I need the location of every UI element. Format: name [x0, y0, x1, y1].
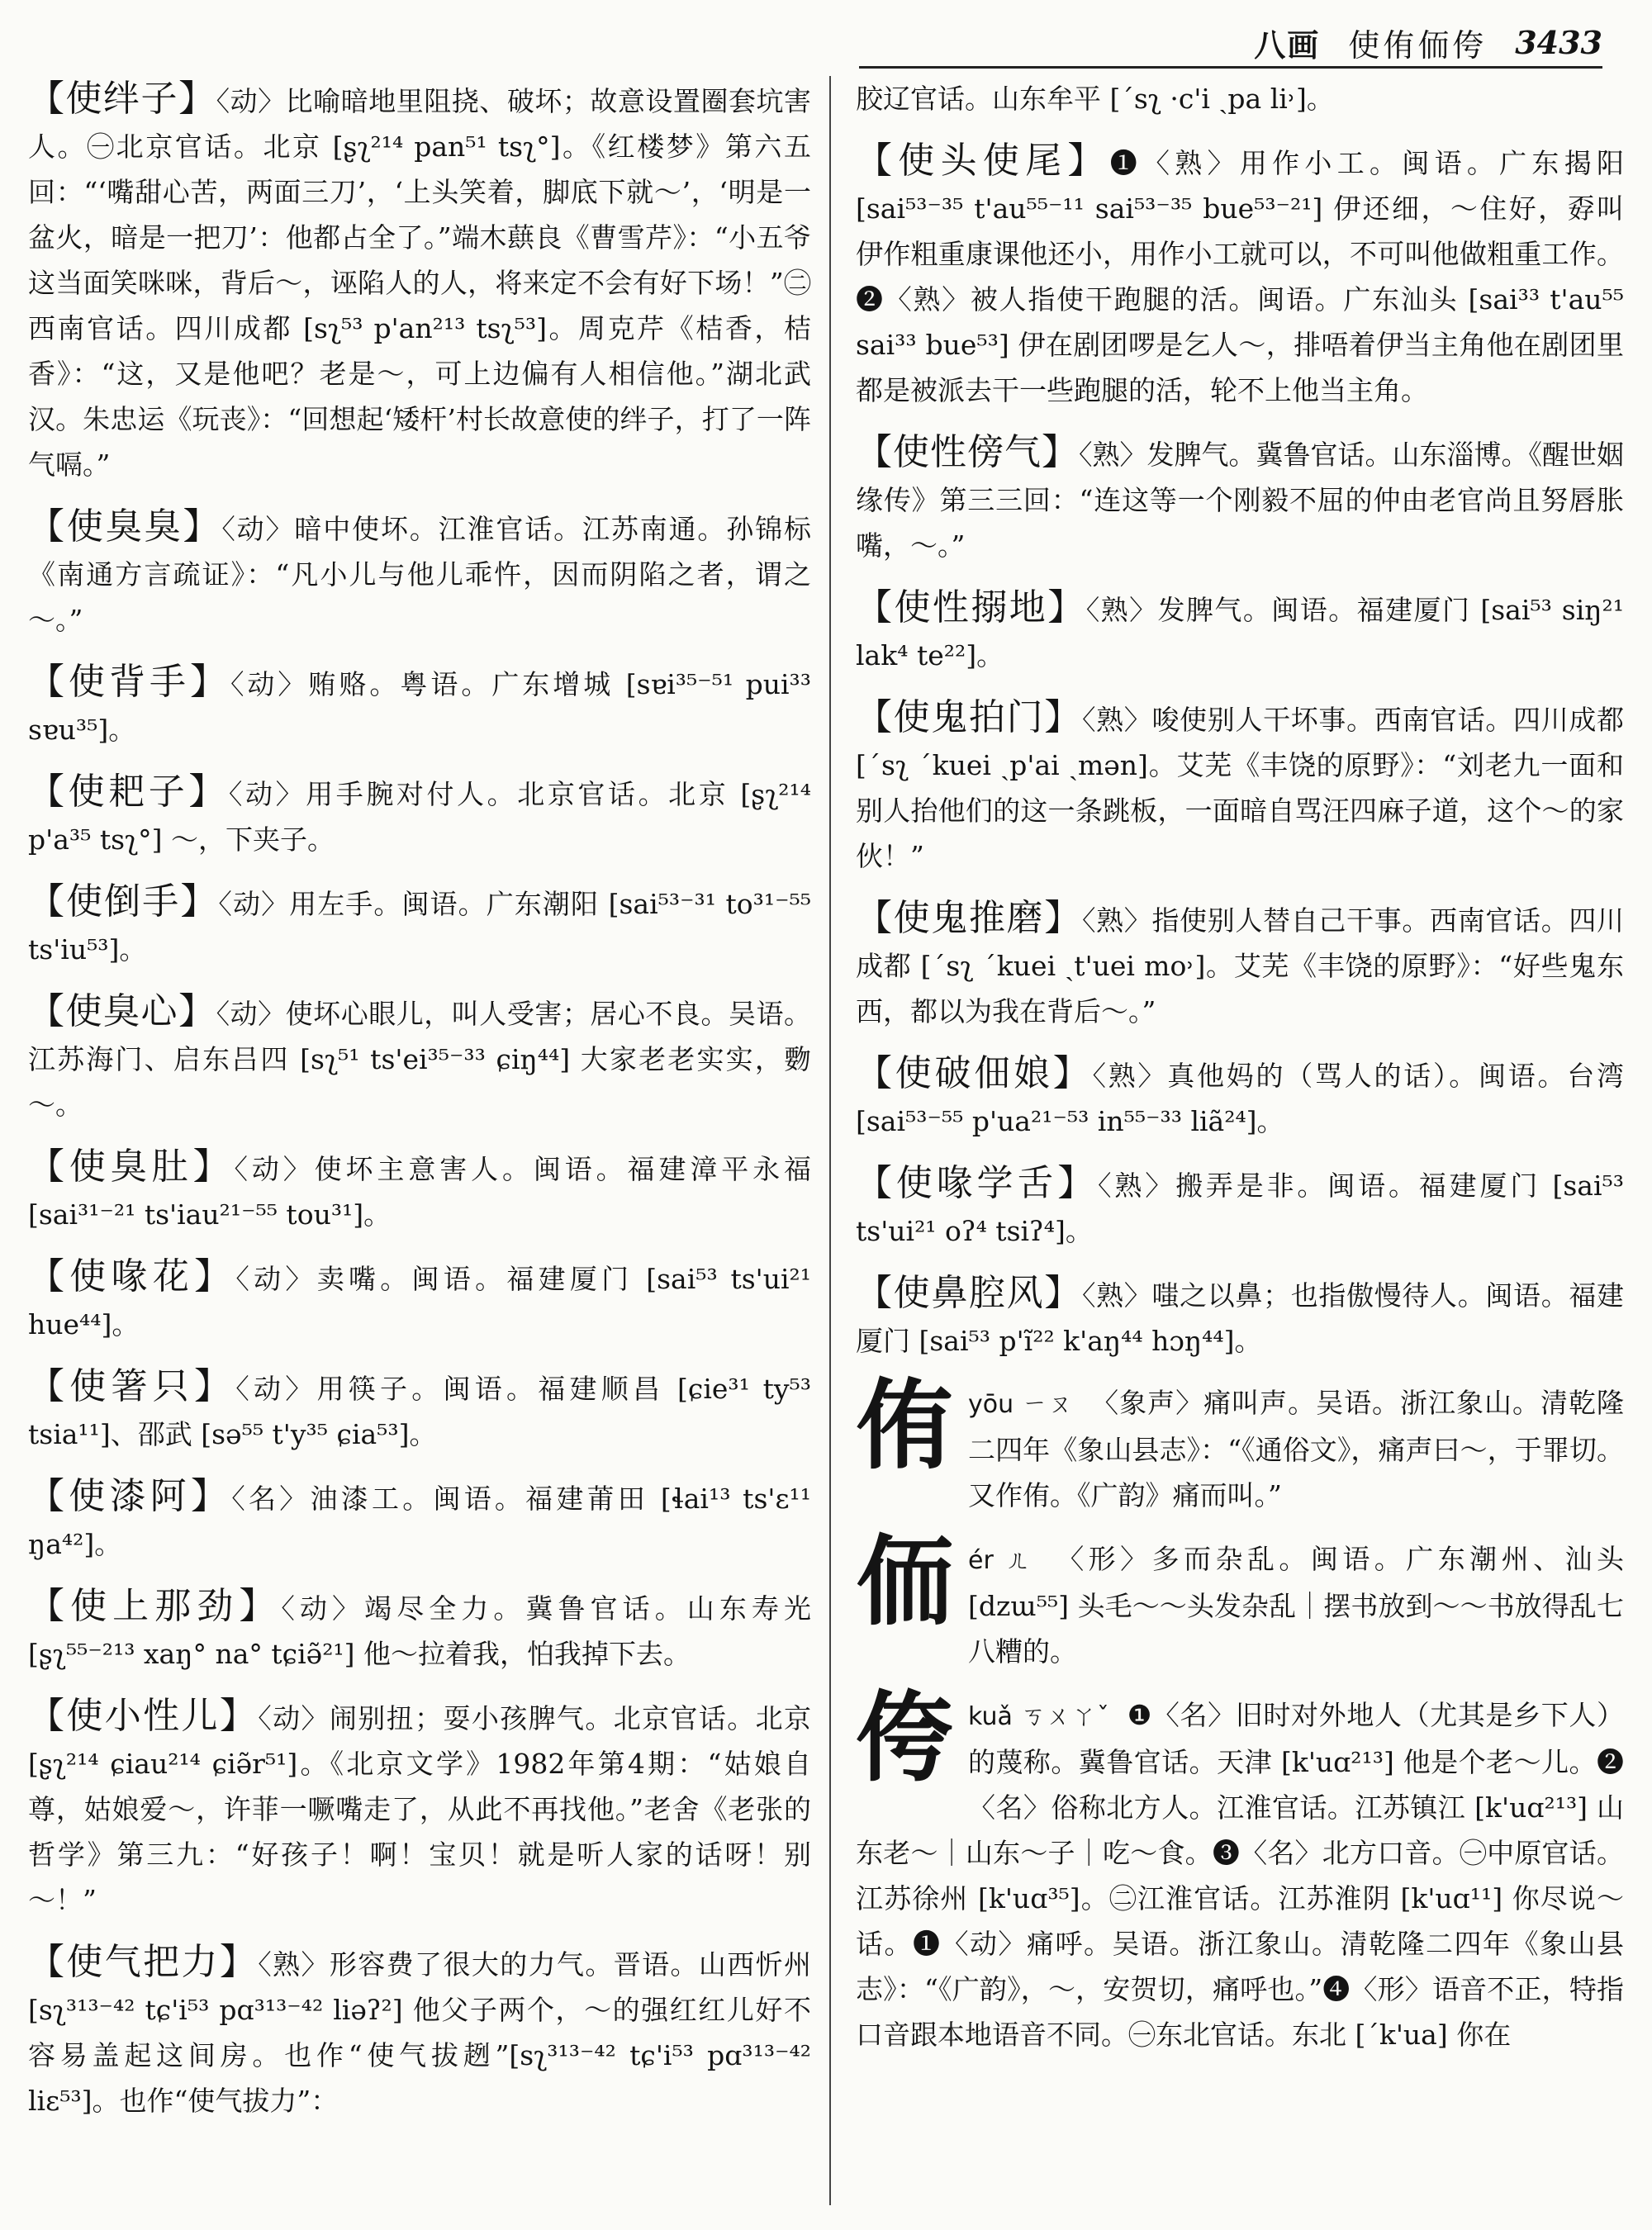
section-label: 八画: [1254, 26, 1321, 64]
entry-text: 〈动〉用手腕对付人。北京官话。北京 [ʂʅ²¹⁴ p'a³⁵ tsʅ°] ～，下夹子。: [28, 778, 811, 856]
pronunciation: kuǎ ㄎㄨㄚˇ: [968, 1702, 1110, 1731]
pronunciation: ér ㄦ: [968, 1546, 1036, 1575]
running-header: [859, 18, 1602, 69]
headword: 【使鼻腔风】: [856, 1272, 1082, 1314]
headword: 【使倒手】: [28, 880, 219, 923]
continued-text: 胶辽官话。山东牟平 [ˊsʅ ·c'i ˏpa li˒]。: [856, 83, 1334, 115]
header-characters: 使侑侕侉: [1348, 26, 1488, 64]
dictionary-entry: [28, 76, 811, 487]
headword: 【使绊子】: [28, 78, 216, 120]
dictionary-entry: [856, 1051, 1624, 1144]
entry-text: ❶〈熟〉用作小工。闽语。广东揭阳 [sai⁵³⁻³⁵ t'au⁵⁵⁻¹¹ sai⁵³⁻³⁵ bue⁵³⁻²¹] 伊还细，～住好，孬叫伊作粗重康课他还小，用作小工就可以，不可叫他做粗重工作。❷〈熟〉被人指使干跑腿的活。闽语。广东汕头 [sai³³ t'au⁵⁵ sai³³ bue⁵³] 伊在剧团啰是乞人～，排唔着伊当主角他在剧团里都是被派去干一些跑腿的活，轮不上他当主角。: [856, 147, 1624, 406]
headword: 【使小性儿】: [28, 1695, 259, 1737]
entry-text: 〈熟〉唆使别人干坏事。西南官话。四川成都 [ˊsʅ ˊkuei ˏp'ai ˏmən]。艾芜《丰饶的原野》：“刘老九一面和别人抬他们的这一条跳板，一面暗自骂汪四麻子道，这个～的家伙！”: [856, 704, 1624, 872]
dictionary-entry: [856, 695, 1624, 879]
entry-text: 〈熟〉发脾气。冀鲁官话。山东淄博。《醒世姻缘传》第三三回：“连这等一个刚毅不屈的仲由老官尚且努唇胀嘴，～。”: [856, 439, 1624, 562]
dictionary-entry: [28, 989, 811, 1127]
dictionary-entry: [856, 1160, 1624, 1254]
head-character: 侑: [856, 1368, 954, 1483]
dictionary-entry: [856, 1270, 1624, 1364]
right-column: [856, 76, 1624, 2222]
entry-text: 〈动〉比喻暗地里阻挠、破坏；故意设置圈套坑害人。㊀北京官话。北京 [ʂʅ²¹⁴ pan⁵¹ tsʅ°]。《红楼梦》第六五回：“‘嘴甜心苦，两面三刀’，‘上头笑着，脚底下就～’，‘明是一盆火，暗是一把刀’：他都占全了。”端木蕻良《曹雪芹》：“小五爷这当面笑咪咪，背后～，诬陷人的人，将来定不会有好下场！”㊁西南官话。四川成都 [sʅ⁵³ p'an²¹³ tsʅ⁵³]。周克芹《桔香，桔香》：“这，又是他吧？老是～，可上边偏有人相信他。”湖北武汉。朱忠运《玩丧》：“回想起‘矮杆’村长故意使的绊子，打了一阵气嗝。”: [28, 85, 811, 481]
entry-text: 〈动〉暗中使坏。江淮官话。江苏南通。孙锦标《南通方言疏证》：“凡小儿与他儿乖忤，因而阴陷之者，谓之～。”: [28, 513, 811, 636]
character-entry: [856, 1368, 1624, 1518]
entry-text: 〈动〉使坏心眼儿，叫人受害；居心不良。吴语。江苏海门、启东吕四 [sʅ⁵¹ ts'ei³⁵⁻³³ ɕiŋ⁴⁴] 大家老老实实，覅～。: [28, 998, 811, 1121]
dictionary-entry: [28, 1693, 811, 1923]
headword: 【使鬼拍门】: [856, 696, 1082, 738]
headword: 【使破佃娘】: [856, 1052, 1093, 1094]
dictionary-entry: [28, 504, 811, 643]
left-column: [28, 76, 811, 2222]
entry-text: 〈熟〉指使别人替自己干事。西南官话。四川成都 [ˊsʅ ˊkuei ˏt'uei mo˒]。艾芜《丰饶的原野》：“好些鬼东西，都以为我在背后～。”: [856, 904, 1624, 1027]
entry-text: 〈动〉卖嘴。闽语。福建厦门 [sai⁵³ ts'ui²¹ hue⁴⁴]。: [28, 1263, 811, 1340]
dictionary-entry: [28, 1583, 811, 1677]
headword: 【使臭臭】: [28, 505, 222, 548]
page-number: 3433: [1515, 23, 1602, 61]
character-entry: [856, 1680, 1624, 2057]
headword: 【使喙学舌】: [856, 1162, 1099, 1204]
headword: 【使耙子】: [28, 771, 229, 813]
dictionary-entry: [28, 769, 811, 862]
headword: 【使上那劲】: [28, 1585, 282, 1627]
entry-text: 〈形〉多而杂乱。闽语。广东潮州、汕头 [dzɯ⁵⁵] 头毛～～头发杂乱｜摆书放到～～书放得乱七八糟的。: [968, 1543, 1624, 1668]
dictionary-entry: [856, 585, 1624, 678]
dictionary-entry: [856, 895, 1624, 1034]
pronunciation: yōu ㄧㄡ: [968, 1390, 1074, 1419]
headword: 【使臭肚】: [28, 1146, 235, 1188]
headword: 【使性搦地】: [856, 586, 1086, 629]
entry-text: 〈动〉用左手。闽语。广东潮阳 [sai⁵³⁻³¹ to³¹⁻⁵⁵ ts'iu⁵³]。: [28, 888, 811, 966]
headword: 【使箸只】: [28, 1365, 236, 1407]
entry-text: 〈动〉闹别扭；耍小孩脾气。北京官话。北京 [ʂʅ²¹⁴ ɕiau²¹⁴ ɕiə̃r⁵¹]。《北京文学》1982年第4期：“姑娘自尊，姑娘爱～，许菲一噘嘴走了，从此不再找他。”老舍《老张的哲学》第三九：“好孩子！啊！宝贝！就是听人家的话呀！别～！”: [28, 1702, 811, 1916]
headword: 【使鬼推磨】: [856, 897, 1082, 939]
entry-text: 〈动〉用筷子。闽语。福建顺昌 [ɕie³¹ ty⁵³ tsia¹¹]、邵武 [sə⁵⁵ t'y³⁵ ɕia⁵³]。: [28, 1373, 811, 1450]
headword: 【使喙花】: [28, 1255, 236, 1298]
entry-text: 〈熟〉搬弄是非。闽语。福建厦门 [sai⁵³ ts'ui²¹ oʔ⁴ tsiʔ⁴]。: [856, 1170, 1624, 1247]
head-character: 侉: [856, 1680, 954, 1795]
entry-text: 〈象声〉痛叫声。吴语。浙江象山。清乾隆二四年《象山县志》：“《通俗文》，痛声曰～，于罪切。又作侑。《广韵》痛而叫。”: [968, 1387, 1624, 1511]
headword: 【使臭心】: [28, 990, 216, 1032]
column-divider: [829, 76, 831, 2205]
headword: 【使气把力】: [28, 1941, 259, 1983]
headword: 【使漆阿】: [28, 1475, 232, 1517]
headword: 【使背手】: [28, 661, 230, 703]
headword: 【使性傍气】: [856, 431, 1079, 473]
entry-text: 〈熟〉嗤之以鼻；也指傲慢待人。闽语。福建厦门 [sai⁵³ p'ĩ²² k'aŋ⁴⁴ hɔŋ⁴⁴]。: [856, 1279, 1624, 1357]
head-character: 侕: [856, 1524, 954, 1639]
entry-text: 〈名〉油漆工。闽语。福建莆田 [ɬai¹³ ts'ɛ¹¹ ŋa⁴²]。: [28, 1483, 811, 1560]
entry-text: 〈动〉使坏主意害人。闽语。福建漳平永福 [sai³¹⁻²¹ ts'iau²¹⁻⁵⁵ tou³¹]。: [28, 1153, 811, 1231]
dictionary-entry: [28, 1473, 811, 1567]
dictionary-entry: [856, 138, 1624, 413]
dictionary-entry: [28, 1364, 811, 1457]
dictionary-entry: [28, 879, 811, 972]
dictionary-entry: [28, 1939, 811, 2123]
entry-text: 〈熟〉形容费了很大的力气。晋语。山西忻州 [sʅ³¹³⁻⁴² tɕ'i⁵³ pɑ³¹³⁻⁴² liəʔ²] 他父子两个，～的强红红儿好不容易盖起这间房。也作“使气拔趔”[sʅ³¹³⁻⁴² tɕ'i⁵³ pɑ³¹³⁻⁴² liɛ⁵³]。也作“使气拔力”：: [28, 1948, 811, 2117]
character-entry: [856, 1524, 1624, 1674]
entry-text: ❶〈名〉旧时对外地人（尤其是乡下人）的蔑称。冀鲁官话。天津 [k'uɑ²¹³] 他是个老～儿。❷〈名〉俗称北方人。江淮官话。江苏镇江 [k'uɑ²¹³] 山东老～｜山东～子｜吃～食。❸〈名〉北方口音。㊀中原官话。江苏徐州 [k'uɑ³⁵]。㊁江淮官话。江苏淮阴 [k'uɑ¹¹] 你尽说～话。❶〈动〉痛呼。吴语。浙江象山。清乾隆二四年《象山县志》：“《广韵》，～，安贺切，痛呼也。”❹〈形〉语音不正，特指口音跟本地语音不同。㊀东北官话。东北 [ˊk'ua] 你在: [856, 1699, 1624, 2051]
dictionary-entry: [28, 1254, 811, 1347]
headword: 【使头使尾】: [856, 140, 1110, 182]
dictionary-entry: [28, 659, 811, 752]
dictionary-entry: [28, 1144, 811, 1237]
entry-text: 〈熟〉真他妈的（骂人的话）。闽语。台湾 [sai⁵³⁻⁵⁵ p'ua²¹⁻⁵³ in⁵⁵⁻³³ liã²⁴]。: [856, 1060, 1624, 1137]
dictionary-entry: [856, 429, 1624, 568]
entry-text: 〈动〉贿赂。粤语。广东增城 [sɐi³⁵⁻⁵¹ pui³³ sɐu³⁵]。: [28, 668, 811, 746]
entry-text: 〈动〉竭尽全力。冀鲁官话。山东寿光 [ʂʅ⁵⁵⁻²¹³ xaŋ° na° tɕiə̃²¹] 他～拉着我，怕我掉下去。: [28, 1592, 811, 1670]
entry-text: 〈熟〉发脾气。闽语。福建厦门 [sai⁵³ siŋ²¹ lak⁴ te²²]。: [856, 594, 1624, 671]
